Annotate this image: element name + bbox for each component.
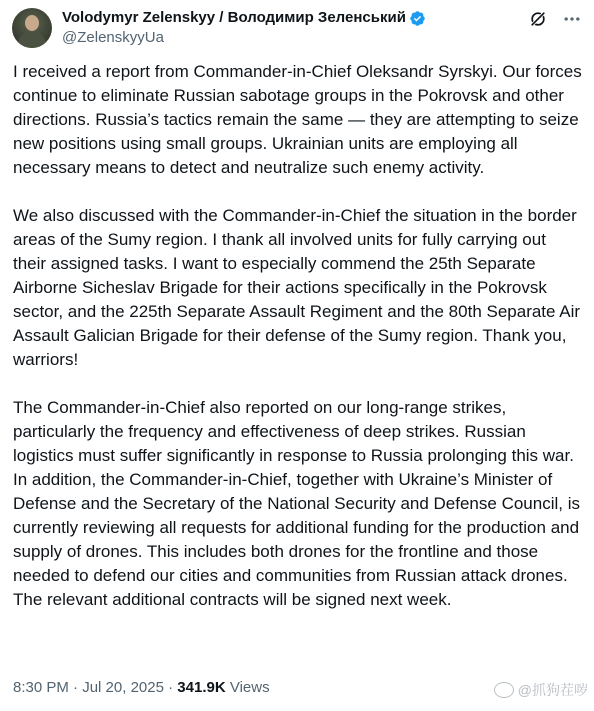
avatar[interactable] bbox=[12, 8, 52, 48]
tweet-meta bbox=[13, 678, 270, 698]
grok-icon[interactable] bbox=[528, 9, 548, 29]
verified-badge-icon[interactable] bbox=[409, 10, 426, 27]
weibo-icon bbox=[494, 682, 514, 698]
author-display-name[interactable]: Volodymyr Zelenskyy / Володимир Зеленський bbox=[62, 9, 406, 26]
watermark-text: @抓狗茬哕 bbox=[517, 682, 588, 698]
author-handle[interactable]: @ZelenskyyUa bbox=[62, 29, 164, 46]
views-label: Views bbox=[225, 679, 270, 696]
tweet-paragraph: We also discussed with the Commander-in-Chief the situation in the border areas of the Sumy region. I thank all involved units for fully carrying out their assigned tasks. I want to especially commend the 25th Separate Airborne Sicheslav Brigade for their actions specifically in the Pokrovsk sector, and the 225th Separate Assault Regiment and the 80th Separate Air Assault Galician Brigade for their defense of the Sumy region. Thank you, warriors! bbox=[13, 206, 581, 369]
tweet-header bbox=[12, 8, 582, 48]
author-names bbox=[62, 8, 426, 48]
header-actions bbox=[528, 8, 582, 30]
tweet-date[interactable]: Jul 20, 2025 bbox=[82, 679, 164, 696]
more-icon[interactable] bbox=[562, 9, 582, 29]
tweet-time[interactable]: 8:30 PM bbox=[13, 679, 69, 696]
avatar-body bbox=[18, 32, 46, 48]
tweet-paragraph: I received a report from Commander-in-Chief Oleksandr Syrskyi. Our forces continue to eliminate Russian sabotage groups in the Pokrovsk and other directions. Russia’s tactics remain the same — they are attempting to seize new positions using small groups. Ukrainian units are employing all necessary means to detect and neutralize such enemy activity. bbox=[13, 62, 582, 177]
watermark bbox=[494, 680, 588, 700]
tweet-text bbox=[13, 60, 583, 636]
meta-separator: · bbox=[163, 679, 178, 696]
views-count[interactable]: 341.9K bbox=[177, 679, 226, 696]
tweet-paragraph: The Commander-in-Chief also reported on our long-range strikes, particularly the frequency and effectiveness of deep strikes. Russian logistics must suffer significantly in response to Russia prolonging this war. In addition, the Commander-in-Chief, together with Ukraine’s Minister of Defense and the Secretary of the National Security and Defense Council, is currently reviewing all requests for additional funding for the production and supply of drones. This includes both drones for the frontline and those needed to defend our cities and communities from Russian attack drones. The relevant additional contracts will be signed next week. bbox=[13, 398, 580, 609]
author-display-name-row[interactable] bbox=[62, 8, 426, 28]
avatar-head bbox=[25, 15, 39, 31]
meta-separator: · bbox=[68, 679, 83, 696]
